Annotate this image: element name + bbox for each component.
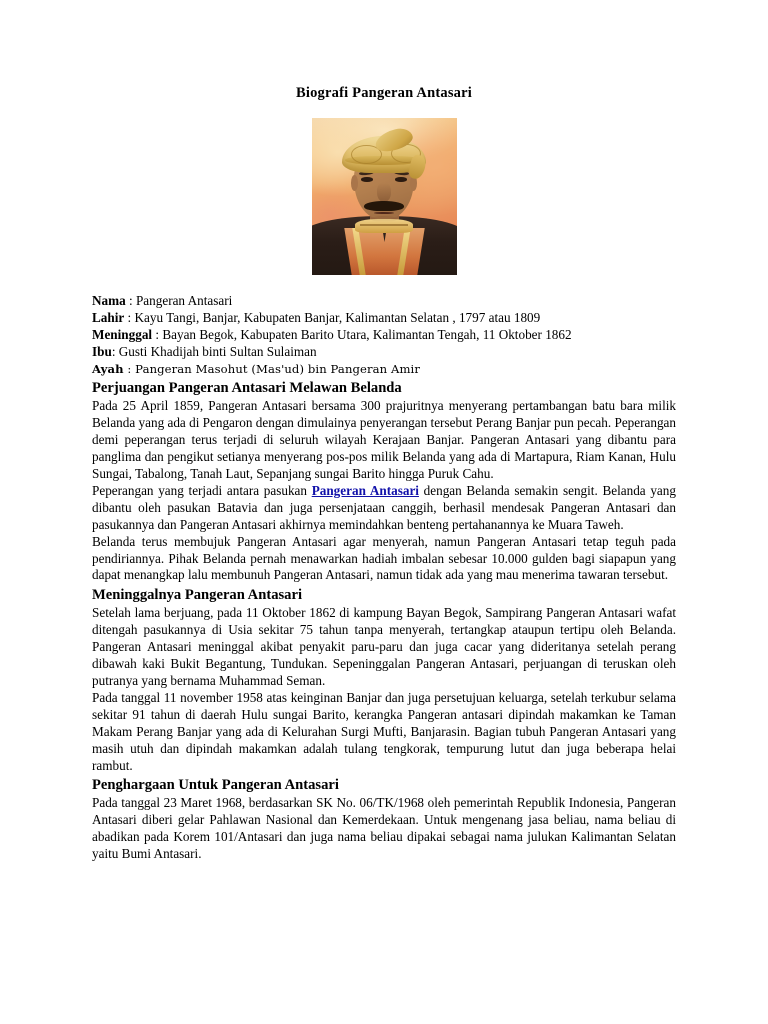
section-heading-penghargaan: Penghargaan Untuk Pangeran Antasari (92, 777, 339, 794)
biodata-value-lahir: : Kayu Tangi, Banjar, Kabupaten Banjar, Kalimantan Selatan , 1797 atau 1809 (124, 310, 541, 326)
paragraph-meninggalnya-2: Pada tanggal 11 november 1958 atas keinginan Banjar dan juga persetujuan keluarga, setelah terkubur selama sekitar 91 tahun di daerah Hulu sungai Barito, kerangka Pangeran antasari dipindah makamkan ke Taman Makam Perang Banjar yang ada di Kelurahan Surgi Mufti, Banjarasin. Bagian tubuh Pangeran Antasari yang masih utuh dan dipindah makamkan adalah tulang tengkorak, tempurung lutut dan juga beberapa helai rambut. (92, 689, 676, 773)
biodata-value-meninggal: : Bayan Begok, Kabupaten Barito Utara, Kalimantan Tengah, 11 Oktober 1862 (152, 326, 572, 342)
portrait-ear-left (351, 175, 358, 191)
biodata-label-ayah: Ayah (92, 361, 124, 376)
portrait-nose (377, 183, 390, 202)
link-pangeran-antasari[interactable]: Pangeran Antasari (311, 482, 419, 498)
portrait-container (92, 118, 676, 275)
portrait-eye-left (361, 177, 373, 182)
paragraph-perjuangan-2 (92, 483, 676, 534)
biodata-row-ibu (92, 344, 676, 361)
section-heading-meninggalnya: Meninggalnya Pangeran Antasari (92, 587, 302, 604)
biodata-label-lahir: Lahir (92, 310, 125, 326)
paragraph-perjuangan-1: Pada 25 April 1859, Pangeran Antasari bersama 300 prajuritnya menyerang pertambangan batu bara milik Belanda yang ada di Pengaron dengan dimulainya penyerangan tersebut Perang Banjar pun pecah. Peperangan demi peperangan terus terjadi di seluruh wilayah Kerajaan Banjar. Pangeran Antasari yang dibantu para panglima dan pengikut setianya menyerang pos-pos milik Belanda yang ada di Martapura, Riam Kanan, Hulu Sungai, Tabalong, Tanah Laut, Sepanjang sungai Barito hingga Puruk Cahu. (92, 398, 676, 481)
biodata-label-nama: Nama (92, 293, 126, 309)
document-content (92, 0, 676, 863)
biodata-row-ayah (92, 361, 676, 378)
paragraph-perjuangan-2-prefix: Peperangan yang terjadi antara pasukan (92, 482, 312, 498)
biodata-row-meninggal (92, 327, 676, 344)
biodata-value-ayah: : Pangeran Masohut (Mas'ud) bin Pangeran Amir (123, 361, 421, 376)
paragraph-meninggalnya-1: Setelah lama berjuang, pada 11 Oktober 1862 di kampung Bayan Begok, Sampirang Pangeran Antasari wafat ditengah pasukannya di Usia sekitar 75 tahun tanpa menyerah, tertangkap ataupun tertipu oleh Belanda. Pangeran Antasari meninggal akibat penyakit paru-paru dan juga cacar yang dideritanya setelah perang dibawah kaki Bukit Begantung, Tundukan. Sepeninggalan Pangeran Antasari, perjuangan di teruskan oleh putranya yang bernama Muhammad Seman. (92, 605, 676, 688)
paragraph-perjuangan-3: Belanda terus membujuk Pangeran Antasari agar menyerah, namun Pangeran Antasari tetap teguh pada pendiriannya. Pihak Belanda pernah menawarkan hadiah imbalan sebesar 10.000 gulden bagi siapapun yang dapat menangkap lalu membunuh Pangeran Antasari, namun tidak ada yang mau menerima tawaran tersebut. (92, 533, 676, 583)
biodata-row-nama (92, 293, 676, 310)
biodata-value-nama: : Pangeran Antasari (125, 293, 233, 309)
portrait-mustache (364, 201, 403, 211)
biodata-label-ibu: Ibu (92, 343, 112, 359)
portrait-mouth (374, 212, 394, 214)
biodata-block (92, 293, 676, 377)
paragraph-perjuangan-2-suffix: dengan Belanda semakin sengit. Belanda yang dibantu oleh pasukan Batavia dan juga persenjataan canggih, berhasil mendesak Pangeran Antasari dan pasukannya dan Pangeran Antasari akhirnya memindahkan benteng pertahanannya ke Muara Taweh. (92, 482, 676, 532)
paragraph-penghargaan-1: Pada tanggal 23 Maret 1968, berdasarkan SK No. 06/TK/1968 oleh pemerintah Republik Indonesia, Pangeran Antasari diberi gelar Pahlawan Nasional dan Kemerdekaan. Untuk mengenang jasa beliau, nama beliau di abadikan pada Korem 101/Antasari dan juga nama beliau dipakai sebagai nama julukan Kalimantan Selatan yaitu Bumi Antasari. (92, 795, 676, 862)
portrait-chin (371, 216, 397, 222)
biodata-value-ibu: : Gusti Khadijah binti Sultan Sulaiman (111, 343, 317, 359)
biodata-label-meninggal: Meninggal (92, 326, 153, 342)
biodata-row-lahir (92, 310, 676, 327)
section-heading-perjuangan: Perjuangan Pangeran Antasari Melawan Belanda (92, 380, 402, 397)
portrait-eye-right (395, 177, 407, 182)
pangeran-antasari-portrait-image (312, 118, 457, 275)
page-title: Biografi Pangeran Antasari (296, 85, 472, 101)
